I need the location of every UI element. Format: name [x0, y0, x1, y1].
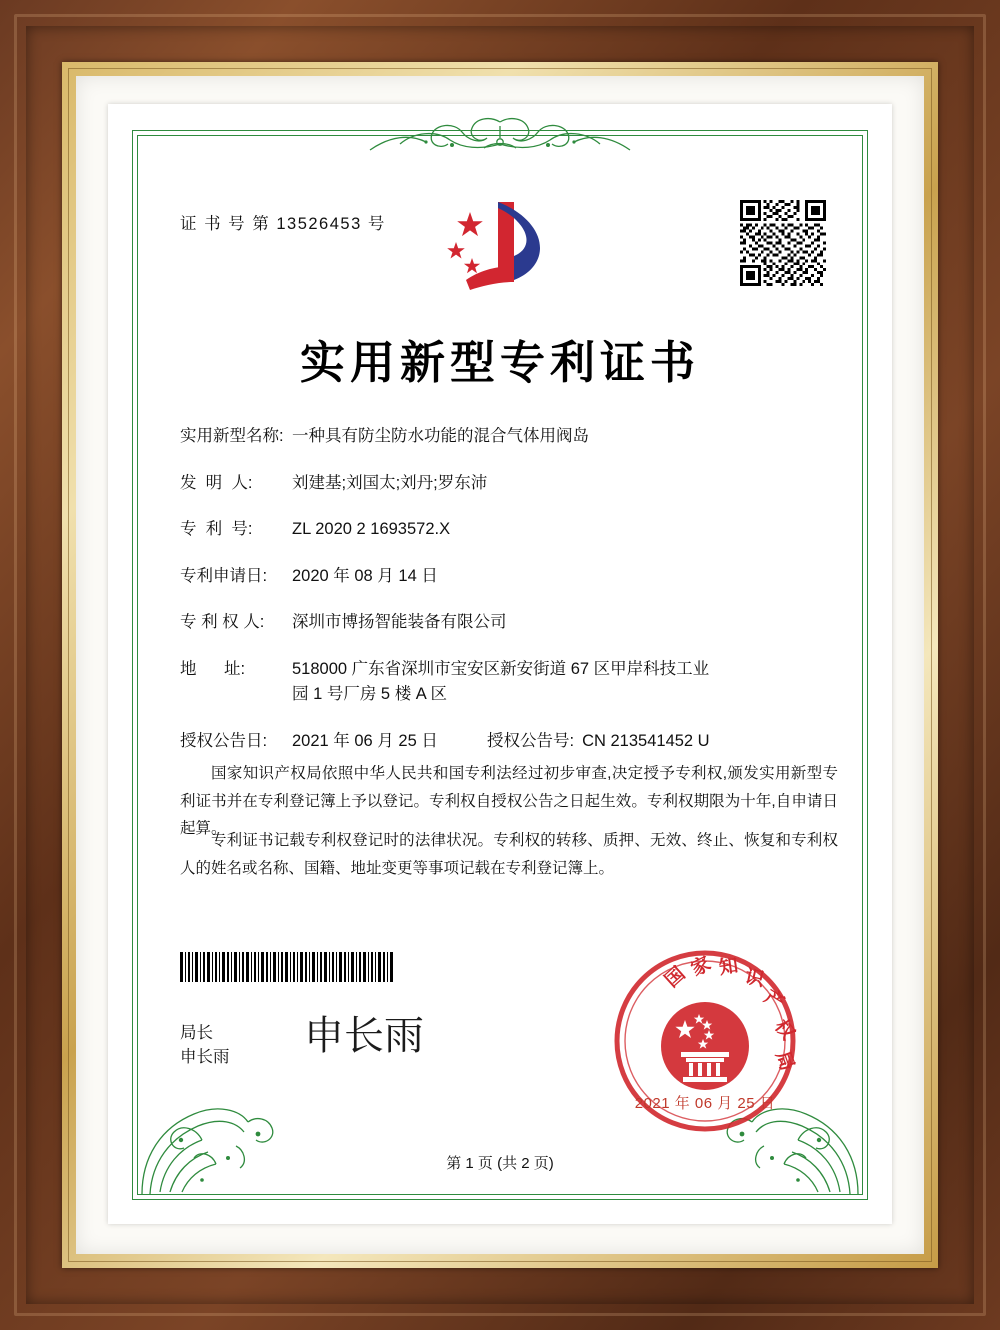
- field-value: 刘建基;刘国太;刘丹;罗东沛: [292, 473, 488, 492]
- field-value-address: [292, 657, 836, 708]
- field-value: 深圳市博扬智能装备有限公司: [292, 613, 507, 632]
- certificate-content: [108, 104, 892, 1224]
- field-row-grant-announcement: [180, 729, 836, 755]
- address-line-2: 园 1 号厂房 5 楼 A 区: [292, 685, 447, 704]
- field-list: [180, 424, 836, 765]
- field-row-patent-number: [180, 517, 836, 543]
- svg-text:识: 识: [742, 966, 766, 991]
- director-name: 申长雨: [180, 1047, 230, 1066]
- field-row-inventors: [180, 471, 836, 497]
- field-row-patentee: [180, 610, 836, 636]
- field-label: 专 利 号:: [180, 520, 253, 539]
- director-title-label: 局长: [180, 1024, 213, 1042]
- svg-text:产: 产: [760, 986, 788, 1015]
- svg-text:家: 家: [687, 953, 715, 981]
- field-row-utility-model-name: [180, 424, 836, 450]
- field-value: 一种具有防尘防水功能的混合气体用阀岛: [292, 427, 589, 445]
- cnipa-logo-icon: [440, 196, 560, 297]
- address-line-1: 518000 广东省深圳市宝安区新安街道 67 区甲岸科技工业: [292, 659, 710, 678]
- svg-text:知: 知: [717, 955, 740, 979]
- field-row-application-date: [180, 564, 836, 590]
- signature-block: [180, 1022, 230, 1070]
- legal-paragraph-1-text: 国家知识产权局依照中华人民共和国专利法经过初步审查,决定授予专利权,颁发实用新型专利证书并在专利登记簿上予以登记。专利权自授权公告之日起生效。专利权期限为十年,自申请日起算。: [180, 765, 838, 838]
- page-title: 实用新型专利证书: [299, 338, 700, 388]
- field-label: 地 址:: [180, 659, 246, 678]
- svg-text:权: 权: [770, 1016, 799, 1045]
- grant-date-label: 授权公告日:: [180, 731, 268, 750]
- page-footer: 第 1 页 (共 2 页): [446, 1155, 554, 1172]
- field-label: 专 利 权 人:: [180, 613, 265, 632]
- field-row-address: [180, 657, 836, 708]
- svg-text:国: 国: [661, 963, 690, 992]
- barcode-icon: [180, 952, 396, 982]
- field-label: 专利申请日:: [180, 566, 268, 585]
- grant-number-value: CN 213541452 U: [582, 731, 710, 750]
- field-label: 实用新型名称:: [180, 427, 284, 445]
- certificate-number: 证 书 号 第 13526453 号: [180, 215, 386, 233]
- legal-paragraph-2-text: 专利证书记载专利权登记时的法律状况。专利权的转移、质押、无效、终止、恢复和专利权人的姓名或名称、国籍、地址变更等事项记载在专利登记簿上。: [180, 832, 838, 877]
- handwritten-signature: 申长雨: [304, 1013, 424, 1058]
- qr-code-icon: [740, 200, 826, 286]
- field-label: 发 明 人:: [180, 473, 253, 492]
- certificate-paper: [108, 104, 892, 1224]
- svg-text:局: 局: [771, 1048, 798, 1074]
- field-value: ZL 2020 2 1693572.X: [292, 520, 451, 539]
- grant-date-value: 2021 年 06 月 25 日: [292, 731, 438, 750]
- grant-number-label: 授权公告号:: [487, 731, 575, 750]
- seal-date: 2021 年 06 月 25 日: [634, 1095, 776, 1112]
- legal-paragraph-2: [180, 827, 838, 882]
- field-value: 2020 年 08 月 14 日: [292, 566, 438, 585]
